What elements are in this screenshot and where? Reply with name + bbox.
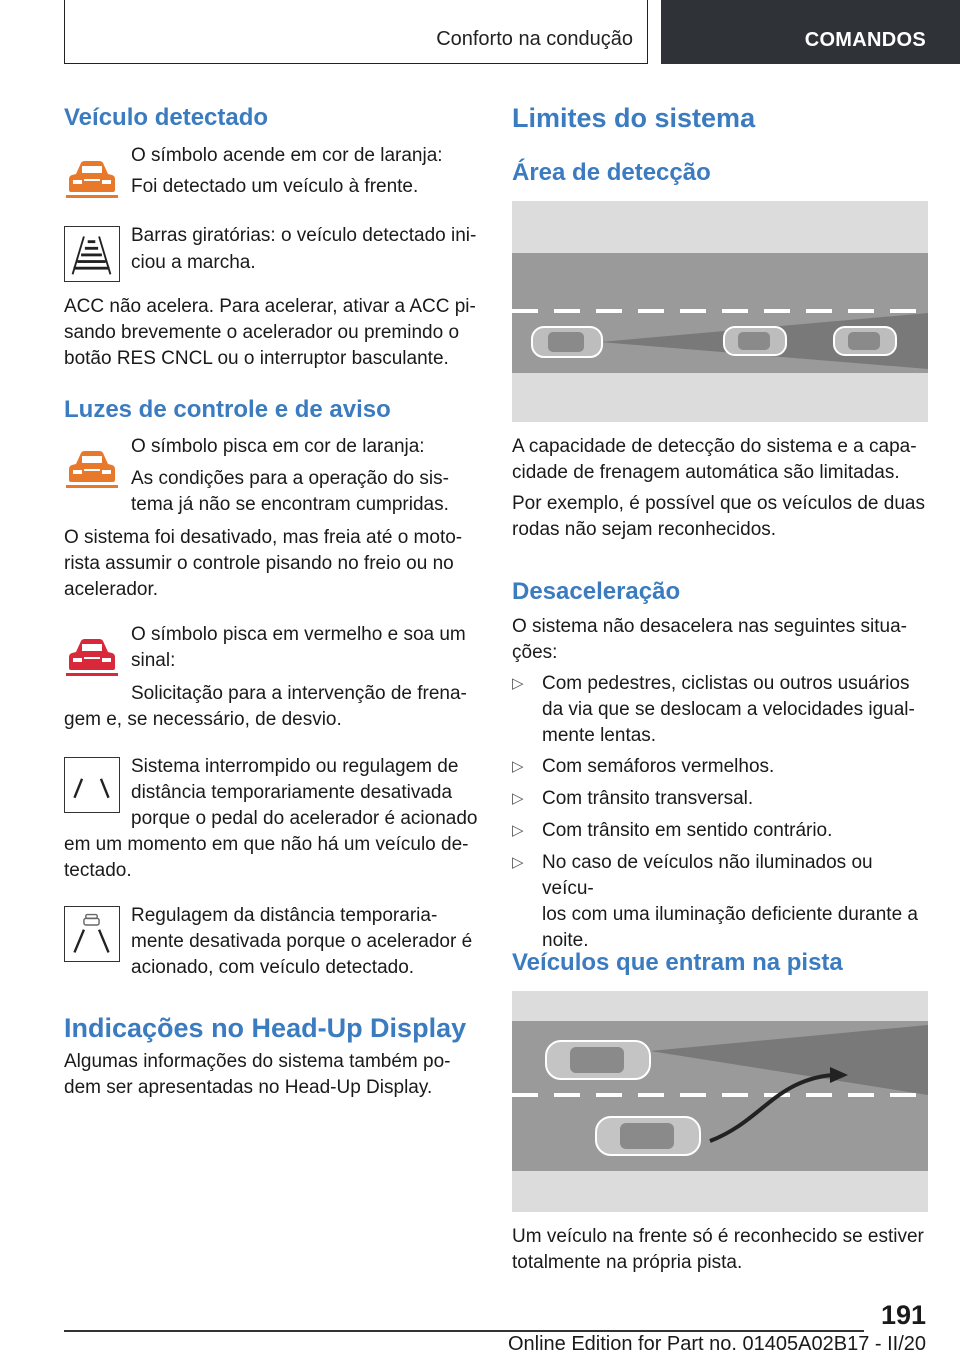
text-rotating-bars-1: Barras giratórias: o veículo detectado ini-: [131, 225, 477, 246]
footer-divider: [64, 1330, 864, 1332]
text-two-wheelers-2: rodas não sejam reconhecidos.: [512, 519, 777, 540]
text-distance-deactivated-3: acionado, com veículo detectado.: [131, 957, 415, 978]
header-chapter-title: COMANDOS: [804, 29, 926, 51]
text-system-interrupted-4: em um momento em que não há um veículo de-: [64, 834, 469, 855]
own-car-icon: [532, 327, 602, 357]
text-acc-1: ACC não acelera. Para acelerar, ativar a ACC pi-: [64, 296, 476, 317]
text-conditions-2: tema já não se encontram cumpridas.: [131, 494, 449, 515]
list-item-text: mente lentas.: [542, 725, 657, 746]
text-symbol-lights-orange: O símbolo acende em cor de laranja:: [131, 145, 443, 166]
list-item-text: No caso de veículos não iluminados ou veícu-: [542, 852, 873, 899]
detection-area-figure: [512, 201, 928, 422]
text-deceleration-2: ções:: [512, 642, 558, 663]
text-braking-request-1: Solicitação para a intervenção de frena-: [131, 683, 467, 704]
list-item-text: Com pedestres, ciclistas ou outros usuários: [542, 673, 910, 694]
bullet-triangle-icon: ▷: [512, 758, 524, 775]
list-item-text: Com trânsito transversal.: [542, 788, 754, 809]
list-item-text: da via que se deslocam a velocidades igual-: [542, 699, 915, 720]
text-deactivated-3: acelerador.: [64, 579, 159, 600]
distance-deactivated-icon-box: [64, 906, 120, 962]
text-vehicle-recognized-2: totalmente na própria pista.: [512, 1252, 743, 1273]
text-system-interrupted-2: distância temporariamente desativada: [131, 782, 453, 803]
list-item-text: Com semáforos vermelhos.: [542, 756, 775, 777]
text-vehicle-detected: Foi detectado um veículo à frente.: [131, 176, 419, 197]
distance-deactivated-vehicle-icon: [65, 907, 118, 960]
heading-detection-area: Área de detecção: [512, 159, 711, 186]
edition-label: Online Edition for Part no. 01405A02B17 - II/20: [507, 1333, 926, 1355]
bullet-triangle-icon: ▷: [512, 854, 524, 871]
text-acc-2: sando brevemente o acelerador ou premindo o: [64, 322, 460, 343]
car-orange-icon: [64, 150, 120, 206]
text-detection-capacity-1: A capacidade de detecção do sistema e a capa-: [512, 436, 917, 457]
text-distance-deactivated-2: mente desativada porque o acelerador é: [131, 931, 473, 952]
system-interrupted-icon: [65, 758, 118, 811]
list-item-text: Com trânsito em sentido contrário.: [542, 820, 833, 841]
text-detection-capacity-2: cidade de frenagem automática são limitadas.: [512, 462, 900, 483]
bullet-triangle-icon: ▷: [512, 675, 524, 692]
vehicles-entering-lane-figure: [512, 991, 928, 1212]
text-vehicle-recognized-1: Um veículo na frente só é reconhecido se estiver: [512, 1226, 924, 1247]
text-symbol-blinks-red-1: O símbolo pisca em vermelho e soa um: [131, 624, 466, 645]
bullet-triangle-icon: ▷: [512, 822, 524, 839]
text-hud-2: dem ser apresentadas no Head-Up Display.: [64, 1077, 433, 1098]
text-deactivated-1: O sistema foi desativado, mas freia até o moto-: [64, 527, 463, 548]
header-section-title: Conforto na condução: [436, 28, 633, 50]
text-two-wheelers-1: Por exemplo, é possível que os veículos de duas: [512, 493, 925, 514]
page-number: 191: [880, 1300, 926, 1330]
text-rotating-bars-2: ciou a marcha.: [131, 252, 256, 273]
text-symbol-blinks-red-2: sinal:: [131, 650, 176, 671]
list-item-text: noite.: [542, 930, 589, 951]
merging-car-icon: [596, 1117, 700, 1155]
list-item-text: los com uma iluminação deficiente durante a: [542, 904, 918, 925]
car-red-icon: [64, 628, 120, 684]
own-car-icon: [546, 1041, 650, 1079]
heading-head-up-display: Indicações no Head-Up Display: [64, 1013, 467, 1043]
text-hud-1: Algumas informações do sistema também po-: [64, 1051, 451, 1072]
rotating-bars-icon-box: [64, 226, 120, 282]
distant-car-icon: [834, 327, 896, 355]
text-symbol-blinks-orange: O símbolo pisca em cor de laranja:: [131, 436, 425, 457]
heading-control-warning-lights: Luzes de controle e de aviso: [64, 396, 391, 423]
text-system-interrupted-5: tectado.: [64, 860, 132, 881]
text-deceleration-1: O sistema não desacelera nas seguintes situa-: [512, 616, 907, 637]
system-interrupted-icon-box: [64, 757, 120, 813]
bullet-triangle-icon: ▷: [512, 790, 524, 807]
heading-vehicles-entering-lane: Veículos que entram na pista: [512, 949, 843, 976]
header-chapter-box: [661, 0, 960, 64]
text-deactivated-2: rista assumir o controle pisando no freio ou no: [64, 553, 454, 574]
text-conditions-1: As condições para a operação do sis-: [131, 468, 449, 489]
text-system-interrupted-3: porque o pedal do acelerador é acionado: [131, 808, 478, 829]
detected-car-icon: [724, 327, 786, 355]
text-braking-request-2: gem e, se necessário, de desvio.: [64, 709, 342, 730]
rotating-bars-icon: [65, 227, 118, 280]
car-orange-blink-icon: [64, 440, 120, 496]
heading-deceleration: Desaceleração: [512, 578, 681, 605]
text-system-interrupted-1: Sistema interrompido ou regulagem de: [131, 756, 459, 777]
heading-system-limits: Limites do sistema: [512, 103, 756, 133]
text-distance-deactivated-1: Regulagem da distância temporaria-: [131, 905, 438, 926]
heading-vehicle-detected: Veículo detectado: [64, 104, 269, 131]
text-acc-3: botão RES CNCL ou o interruptor basculante.: [64, 348, 449, 369]
header-section-box: [64, 0, 648, 64]
